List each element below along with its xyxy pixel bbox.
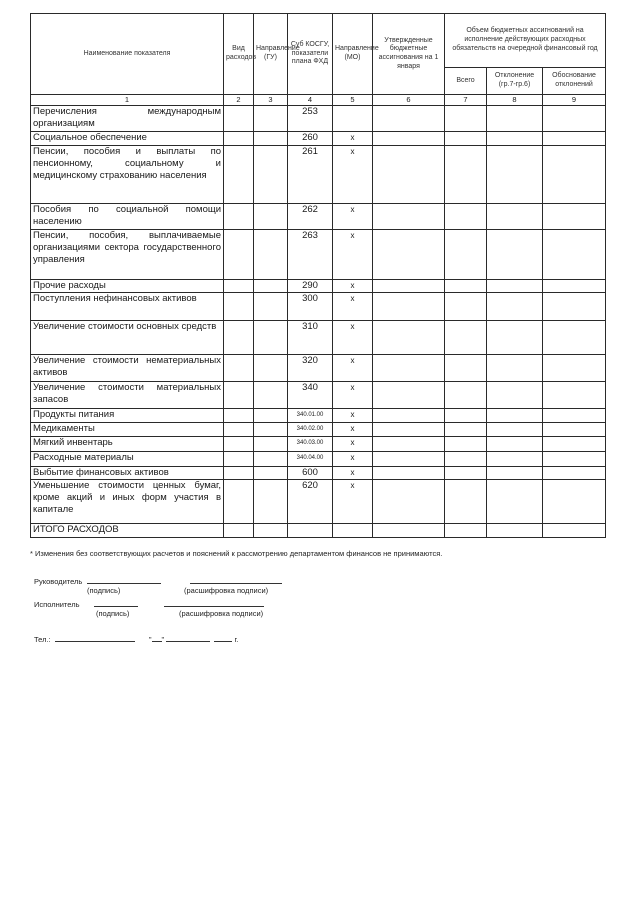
table-row xyxy=(31,437,606,452)
row-name: Пособия по социальной помощи населению xyxy=(31,204,224,230)
otkl-cell[interactable] xyxy=(487,452,543,467)
table-row xyxy=(31,382,606,409)
table-row xyxy=(31,423,606,437)
otkl-cell[interactable] xyxy=(487,480,543,524)
row-name: Расходные материалы xyxy=(31,452,224,467)
date-year-line[interactable] xyxy=(214,633,232,642)
table-row xyxy=(31,467,606,480)
col-number: 1 xyxy=(31,95,224,106)
otkl-cell[interactable] xyxy=(487,146,543,204)
table-body xyxy=(31,106,606,538)
row-mo: x xyxy=(333,321,373,355)
table-row xyxy=(31,146,606,204)
otkl-cell[interactable] xyxy=(487,230,543,280)
executor-signature-line[interactable] xyxy=(94,598,138,607)
row-mo: x xyxy=(333,355,373,382)
header-name: Наименование показателя xyxy=(31,14,224,95)
napr-cell[interactable] xyxy=(254,437,288,452)
head-rasshifrovka-caption: (расшифровка подписи) xyxy=(184,586,269,595)
row-mo: x xyxy=(333,409,373,423)
row-mo: x xyxy=(333,423,373,437)
vid-cell[interactable] xyxy=(224,382,254,409)
table-row xyxy=(31,452,606,467)
header-group: Объем бюджетных ассигнований на исполнение действующих расходных обязательств на очередной финансовый год xyxy=(445,14,606,68)
col-number: 6 xyxy=(373,95,445,106)
row-name: Перечисления международным организациям xyxy=(31,106,224,132)
obosn-cell[interactable] xyxy=(543,452,606,467)
row-mo: x xyxy=(333,452,373,467)
vsego-cell[interactable] xyxy=(445,132,487,146)
row-code: 340.01.00 xyxy=(288,409,333,423)
vsego-cell[interactable] xyxy=(445,467,487,480)
row-mo: x xyxy=(333,293,373,321)
obosn-cell[interactable] xyxy=(543,355,606,382)
row-code: 340.02.00 xyxy=(288,423,333,437)
vid-cell[interactable] xyxy=(224,480,254,524)
row-code: 340.03.00 xyxy=(288,437,333,452)
vid-cell[interactable] xyxy=(224,437,254,452)
head-label: Руководитель xyxy=(34,577,83,586)
table-row xyxy=(31,480,606,524)
obosn-cell[interactable] xyxy=(543,106,606,132)
obosn-cell[interactable] xyxy=(543,293,606,321)
row-code: 340 xyxy=(288,382,333,409)
column-number-row xyxy=(31,95,606,106)
napr-cell[interactable] xyxy=(254,280,288,293)
obosn-cell[interactable] xyxy=(543,132,606,146)
vid-cell[interactable] xyxy=(224,321,254,355)
utv-cell[interactable] xyxy=(373,146,445,204)
obosn-cell[interactable] xyxy=(543,230,606,280)
budget-table xyxy=(30,13,606,538)
utv-cell[interactable] xyxy=(373,437,445,452)
header-utv: Утвержденные бюджетные ассигнования на 1 января xyxy=(373,14,445,95)
row-code: 310 xyxy=(288,321,333,355)
vsego-cell[interactable] xyxy=(445,230,487,280)
row-name: Уменьшение стоимости ценных бумаг, кроме акций и иных форм участия в капитале xyxy=(31,480,224,524)
row-code: 263 xyxy=(288,230,333,280)
utv-cell[interactable] xyxy=(373,106,445,132)
napr-cell[interactable] xyxy=(254,132,288,146)
otkl-cell[interactable] xyxy=(487,355,543,382)
header-otkl: Отклонение (гр.7-гр.6) xyxy=(487,68,543,95)
vid-cell[interactable] xyxy=(224,355,254,382)
row-code: 620 xyxy=(288,480,333,524)
col-number: 8 xyxy=(487,95,543,106)
date-day-line[interactable] xyxy=(152,633,162,642)
otkl-cell[interactable] xyxy=(487,423,543,437)
vsego-cell[interactable] xyxy=(445,293,487,321)
header-napr: Направление (ГУ) xyxy=(254,14,288,95)
vsego-cell[interactable] xyxy=(445,452,487,467)
header-vid: Вид расходов xyxy=(224,14,254,95)
table-row xyxy=(31,293,606,321)
obosn-cell[interactable] xyxy=(543,423,606,437)
vsego-cell[interactable] xyxy=(445,524,487,538)
napr-cell[interactable] xyxy=(254,293,288,321)
obosn-cell[interactable] xyxy=(543,467,606,480)
utv-cell[interactable] xyxy=(373,321,445,355)
napr-cell[interactable] xyxy=(254,204,288,230)
napr-cell[interactable] xyxy=(254,321,288,355)
utv-cell[interactable] xyxy=(373,355,445,382)
col-number: 3 xyxy=(254,95,288,106)
phone-date-row xyxy=(34,633,238,644)
obosn-cell[interactable] xyxy=(543,280,606,293)
utv-cell[interactable] xyxy=(373,280,445,293)
col-number: 9 xyxy=(543,95,606,106)
vsego-cell[interactable] xyxy=(445,480,487,524)
otkl-cell[interactable] xyxy=(487,106,543,132)
otkl-cell[interactable] xyxy=(487,280,543,293)
row-mo: x xyxy=(333,132,373,146)
executor-label: Исполнитель xyxy=(34,600,80,609)
row-name: Пенсии, пособия, выплачиваемые организациями сектора государственного управления xyxy=(31,230,224,280)
date-quote-close: " xyxy=(161,635,165,644)
otkl-cell[interactable] xyxy=(487,132,543,146)
vid-cell[interactable] xyxy=(224,293,254,321)
header-vsego: Всего xyxy=(445,68,487,95)
otkl-cell[interactable] xyxy=(487,467,543,480)
obosn-cell[interactable] xyxy=(543,321,606,355)
executor-decoding-line[interactable] xyxy=(164,598,264,607)
napr-cell[interactable] xyxy=(254,146,288,204)
row-mo: x xyxy=(333,382,373,409)
row-code: 320 xyxy=(288,355,333,382)
table-row xyxy=(31,106,606,132)
row-mo: x xyxy=(333,480,373,524)
obosn-cell[interactable] xyxy=(543,480,606,524)
vid-cell[interactable] xyxy=(224,230,254,280)
date-quote-open: " xyxy=(148,635,152,644)
header-sub: Суб КОСГУ, показатели плана ФХД xyxy=(288,14,333,95)
napr-cell[interactable] xyxy=(254,480,288,524)
tel-label: Тел.: xyxy=(34,635,51,644)
row-mo: x xyxy=(333,230,373,280)
row-code: 600 xyxy=(288,467,333,480)
vid-cell[interactable] xyxy=(224,524,254,538)
utv-cell[interactable] xyxy=(373,204,445,230)
row-name: Увеличение стоимости нематериальных активов xyxy=(31,355,224,382)
otkl-cell[interactable] xyxy=(487,204,543,230)
vsego-cell[interactable] xyxy=(445,409,487,423)
col-number: 4 xyxy=(288,95,333,106)
executor-rasshifrovka-caption: (расшифровка подписи) xyxy=(179,609,264,618)
vsego-cell[interactable] xyxy=(445,382,487,409)
obosn-cell[interactable] xyxy=(543,437,606,452)
table-row xyxy=(31,204,606,230)
row-code: 340.04.00 xyxy=(288,452,333,467)
napr-cell[interactable] xyxy=(254,524,288,538)
date-month-line[interactable] xyxy=(166,633,210,642)
vsego-cell[interactable] xyxy=(445,355,487,382)
col-number: 7 xyxy=(445,95,487,106)
obosn-cell[interactable] xyxy=(543,204,606,230)
head-decoding-line[interactable] xyxy=(190,575,282,584)
obosn-cell[interactable] xyxy=(543,382,606,409)
row-name: ИТОГО РАСХОДОВ xyxy=(31,524,224,538)
napr-cell[interactable] xyxy=(254,106,288,132)
table-row xyxy=(31,409,606,423)
table-row xyxy=(31,321,606,355)
otkl-cell[interactable] xyxy=(487,437,543,452)
obosn-cell[interactable] xyxy=(543,409,606,423)
napr-cell[interactable] xyxy=(254,423,288,437)
utv-cell[interactable] xyxy=(373,452,445,467)
table-row xyxy=(31,280,606,293)
vid-cell[interactable] xyxy=(224,467,254,480)
executor-signature-row xyxy=(34,598,264,609)
vid-cell[interactable] xyxy=(224,280,254,293)
vsego-cell[interactable] xyxy=(445,437,487,452)
row-mo: x xyxy=(333,204,373,230)
vid-cell[interactable] xyxy=(224,146,254,204)
head-signature-row xyxy=(34,575,282,586)
vid-cell[interactable] xyxy=(224,106,254,132)
executor-podpis-caption: (подпись) xyxy=(96,609,130,618)
row-mo xyxy=(333,524,373,538)
row-mo: x xyxy=(333,280,373,293)
napr-cell[interactable] xyxy=(254,409,288,423)
col-number: 2 xyxy=(224,95,254,106)
vsego-cell[interactable] xyxy=(445,280,487,293)
vid-cell[interactable] xyxy=(224,423,254,437)
head-podpis-caption: (подпись) xyxy=(87,586,121,595)
row-code: 300 xyxy=(288,293,333,321)
otkl-cell[interactable] xyxy=(487,524,543,538)
vsego-cell[interactable] xyxy=(445,106,487,132)
otkl-cell[interactable] xyxy=(487,321,543,355)
table-row xyxy=(31,355,606,382)
vsego-cell[interactable] xyxy=(445,146,487,204)
row-code: 261 xyxy=(288,146,333,204)
row-code xyxy=(288,524,333,538)
napr-cell[interactable] xyxy=(254,355,288,382)
row-name: Увеличение стоимости основных средств xyxy=(31,321,224,355)
utv-cell[interactable] xyxy=(373,230,445,280)
row-code: 262 xyxy=(288,204,333,230)
utv-cell[interactable] xyxy=(373,524,445,538)
row-name: Социальное обеспечение xyxy=(31,132,224,146)
otkl-cell[interactable] xyxy=(487,382,543,409)
table-row xyxy=(31,524,606,538)
row-mo: x xyxy=(333,437,373,452)
row-name: Пенсии, пособия и выплаты по пенсионному, социальному и медицинскому страхованию населения xyxy=(31,146,224,204)
vid-cell[interactable] xyxy=(224,409,254,423)
col-number: 5 xyxy=(333,95,373,106)
table-row xyxy=(31,230,606,280)
utv-cell[interactable] xyxy=(373,467,445,480)
utv-cell[interactable] xyxy=(373,132,445,146)
vid-cell[interactable] xyxy=(224,132,254,146)
row-code: 290 xyxy=(288,280,333,293)
otkl-cell[interactable] xyxy=(487,409,543,423)
napr-cell[interactable] xyxy=(254,382,288,409)
tel-line[interactable] xyxy=(55,633,135,642)
napr-cell[interactable] xyxy=(254,452,288,467)
otkl-cell[interactable] xyxy=(487,293,543,321)
row-mo xyxy=(333,106,373,132)
vid-cell[interactable] xyxy=(224,204,254,230)
obosn-cell[interactable] xyxy=(543,524,606,538)
row-name: Выбытие финансовых активов xyxy=(31,467,224,480)
row-mo: x xyxy=(333,146,373,204)
table-row xyxy=(31,132,606,146)
row-code: 253 xyxy=(288,106,333,132)
row-name: Медикаменты xyxy=(31,423,224,437)
vsego-cell[interactable] xyxy=(445,321,487,355)
napr-cell[interactable] xyxy=(254,467,288,480)
vsego-cell[interactable] xyxy=(445,423,487,437)
row-code: 260 xyxy=(288,132,333,146)
row-name: Поступления нефинансовых активов xyxy=(31,293,224,321)
utv-cell[interactable] xyxy=(373,382,445,409)
header-obosn: Обоснование отклонений xyxy=(543,68,606,95)
header-mo: Направление (МО) xyxy=(333,14,373,95)
vid-cell[interactable] xyxy=(224,452,254,467)
utv-cell[interactable] xyxy=(373,409,445,423)
row-name: Продукты питания xyxy=(31,409,224,423)
napr-cell[interactable] xyxy=(254,230,288,280)
vsego-cell[interactable] xyxy=(445,204,487,230)
utv-cell[interactable] xyxy=(373,423,445,437)
row-name: Увеличение стоимости материальных запасов xyxy=(31,382,224,409)
obosn-cell[interactable] xyxy=(543,146,606,204)
year-suffix: г. xyxy=(234,635,239,644)
row-mo: x xyxy=(333,467,373,480)
row-name: Прочие расходы xyxy=(31,280,224,293)
utv-cell[interactable] xyxy=(373,480,445,524)
row-name: Мягкий инвентарь xyxy=(31,437,224,452)
utv-cell[interactable] xyxy=(373,293,445,321)
head-signature-line[interactable] xyxy=(87,575,161,584)
footnote: * Изменения без соответствующих расчетов и пояснений к рассмотрению департаментом финансов не принимаются. xyxy=(30,549,443,558)
